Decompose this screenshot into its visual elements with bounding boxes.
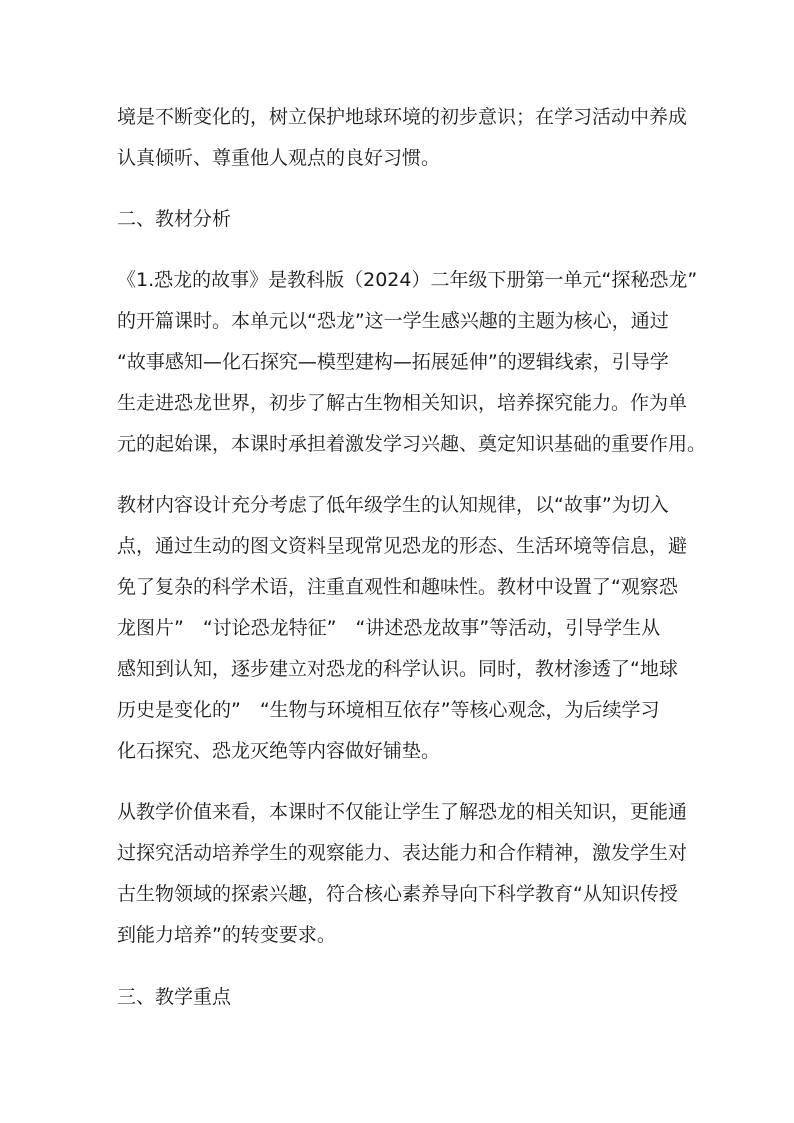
text-line: 《1.恐龙的故事》是教科版（2024）二年级下册第一单元“探秘恐龙” [117,269,698,291]
text-line: 教材内容设计充分考虑了低年级学生的认知规律，以“故事”为切入 [117,494,669,516]
text-line: 化石探究、恐龙灭绝等内容做好铺垫。 [117,740,441,762]
text-line: 点，通过生动的图文资料呈现常见恐龙的形态、生活环境等信息，避 [117,535,688,557]
text-line: “故事感知—化石探究—模型建构—拓展延伸”的逻辑线索，引导学 [117,351,669,373]
text-line: 认真倾听、尊重他人观点的良好习惯。 [117,147,441,169]
text-line: 生走进恐龙世界，初步了解古生物相关知识，培养探究能力。作为单 [117,392,688,414]
text-line: 历史是变化的” “生物与环境相互依存”等核心观念，为后续学习 [117,699,660,721]
text-line: 境是不断变化的，树立保护地球环境的初步意识；在学习活动中养成 [117,106,688,128]
text-line: 感知到认知，逐步建立对恐龙的科学认识。同时，教材渗透了“地球 [117,658,678,680]
text-line: 古生物领域的探索兴趣，符合核心素养导向下科学教育“从知识传授 [117,883,678,905]
text-line: 的开篇课时。本单元以“恐龙”这一学生感兴趣的主题为核心，通过 [117,310,669,332]
text-line: 从教学价值来看，本课时不仅能让学生了解恐龙的相关知识，更能通 [117,801,688,823]
section-heading: 三、教学重点 [117,986,232,1008]
text-line: 到能力培养”的转变要求。 [117,924,336,946]
text-line: 过探究活动培养学生的观察能力、表达能力和合作精神，激发学生对 [117,842,688,864]
section-heading: 二、教材分析 [117,208,232,230]
text-line: 元的起始课，本课时承担着激发学习兴趣、奠定知识基础的重要作用。 [117,433,707,455]
text-line: 免了复杂的科学术语，注重直观性和趣味性。教材中设置了“观察恐 [117,576,678,598]
text-line: 龙图片” “讨论恐龙特征” “讲述恐龙故事”等活动，引导学生从 [117,617,661,639]
